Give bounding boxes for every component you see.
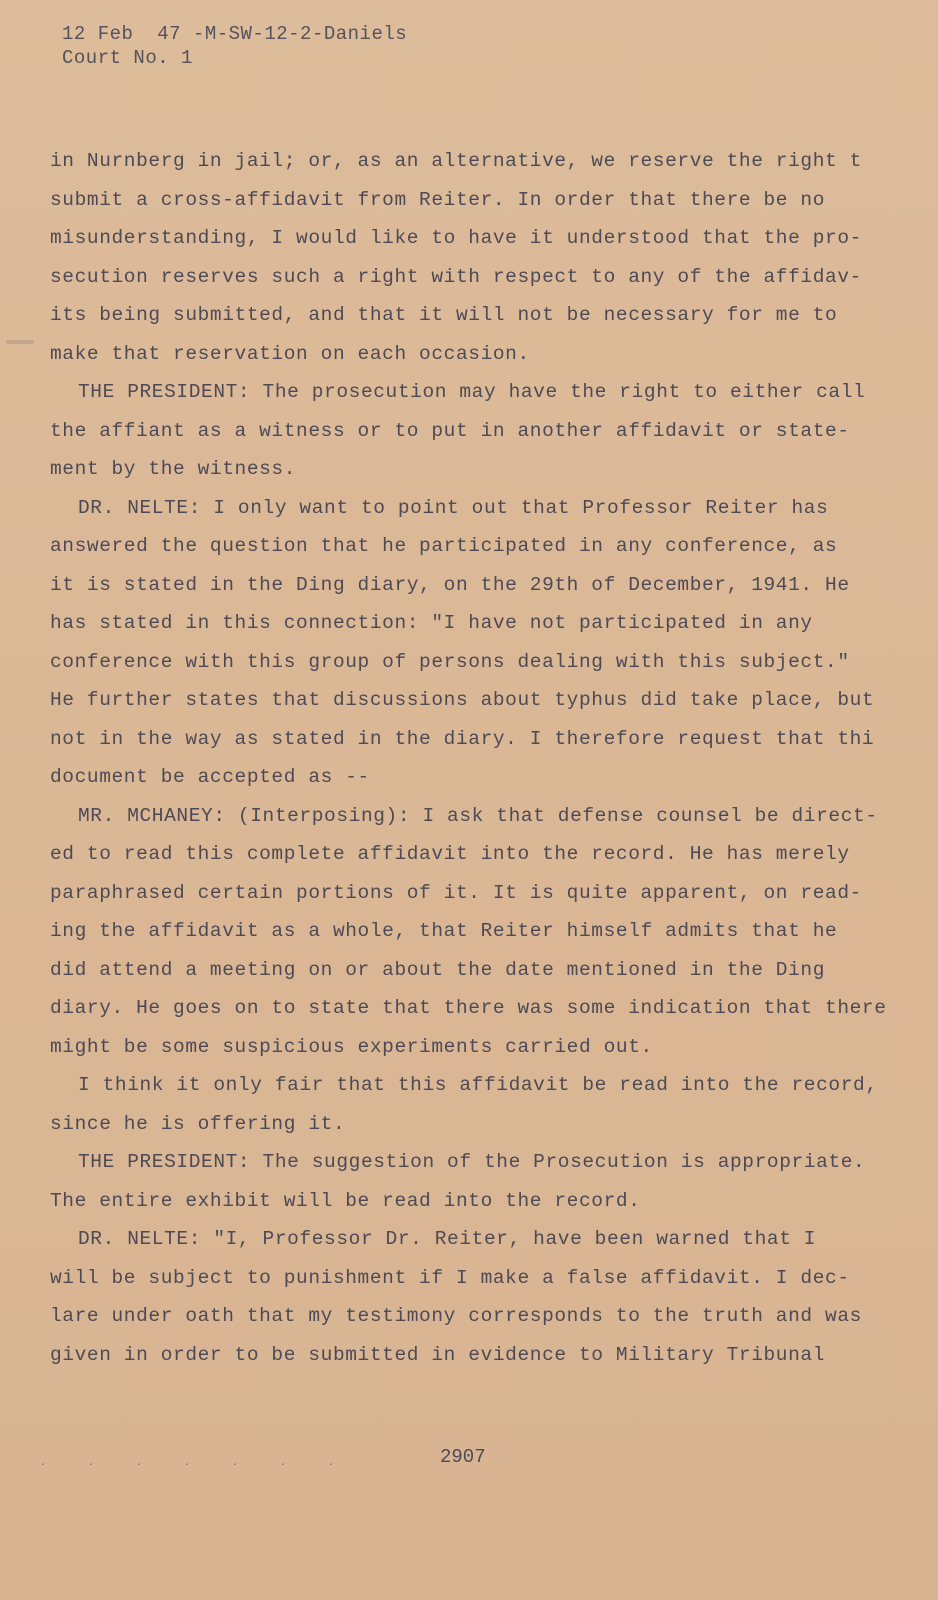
- page-number: 2907: [440, 1446, 486, 1468]
- typewriter-dots: . . . . . . .: [40, 1458, 353, 1469]
- transcript-line: He further states that discussions about typhus did take place, but: [50, 689, 875, 711]
- transcript-line: DR. NELTE: "I, Professor Dr. Reiter, have been warned that I: [78, 1228, 817, 1250]
- page-header: [62, 22, 407, 70]
- header-court-number: Court No. 1: [62, 47, 193, 69]
- transcript-line: diary. He goes on to state that there was some indication that there: [50, 997, 887, 1019]
- transcript-line: The entire exhibit will be read into the record.: [50, 1189, 641, 1212]
- transcript-line: THE PRESIDENT: The suggestion of the Prosecution is appropriate.: [78, 1151, 866, 1173]
- transcript-line: make that reservation on each occasion.: [50, 342, 530, 365]
- transcript-line: in Nurnberg in jail; or, as an alternative, we reserve the right t: [50, 150, 862, 172]
- transcript-line: secution reserves such a right with respect to any of the affidav-: [50, 265, 862, 288]
- transcript-line: paraphrased certain portions of it. It is quite apparent, on read-: [50, 881, 862, 904]
- transcript-line: has stated in this connection: "I have not participated in any: [50, 612, 813, 634]
- transcript-line: I think it only fair that this affidavit be read into the record,: [78, 1074, 878, 1096]
- transcript-line: submit a cross-affidavit from Reiter. In order that there be no: [50, 188, 826, 211]
- transcript-line: did attend a meeting on or about the date mentioned in the Ding: [50, 958, 826, 981]
- transcript-line: ing the affidavit as a whole, that Reiter himself admits that he: [50, 920, 838, 942]
- transcript-line: its being submitted, and that it will not be necessary for me to: [50, 304, 838, 326]
- transcript-line: misunderstanding, I would like to have it understood that the pro-: [50, 227, 862, 249]
- transcript-line: will be subject to punishment if I make a false affidavit. I dec-: [50, 1266, 850, 1289]
- transcript-line: the affiant as a witness or to put in another affidavit or state-: [50, 419, 850, 442]
- transcript-line: given in order to be submitted in evidence to Military Tribunal: [50, 1343, 826, 1366]
- transcript-line: conference with this group of persons dealing with this subject.": [50, 650, 850, 673]
- transcript-line: not in the way as stated in the diary. I therefore request that thi: [50, 727, 875, 750]
- transcript-body: [50, 142, 910, 1374]
- transcript-line: ed to read this complete affidavit into the record. He has merely: [50, 843, 850, 865]
- transcript-line: DR. NELTE: I only want to point out that Professor Reiter has: [78, 496, 829, 519]
- transcript-line: ment by the witness.: [50, 458, 297, 480]
- transcript-line: answered the question that he participated in any conference, as: [50, 535, 838, 557]
- transcript-line: lare under oath that my testimony corresponds to the truth and was: [50, 1305, 862, 1327]
- transcript-line: it is stated in the Ding diary, on the 29th of December, 1941. He: [50, 573, 850, 596]
- transcript-line: document be accepted as --: [50, 766, 370, 788]
- transcript-line: might be some suspicious experiments carried out.: [50, 1035, 653, 1058]
- transcript-line: THE PRESIDENT: The prosecution may have the right to either call: [78, 381, 866, 403]
- transcript-line: since he is offering it.: [50, 1112, 346, 1135]
- transcript-line: MR. MCHANEY: (Interposing): I ask that defense counsel be direct-: [78, 804, 878, 827]
- paper-edge-mark: [6, 340, 34, 344]
- header-date-reference: 12 Feb 47 -M-SW-12-2-Daniels: [62, 23, 408, 45]
